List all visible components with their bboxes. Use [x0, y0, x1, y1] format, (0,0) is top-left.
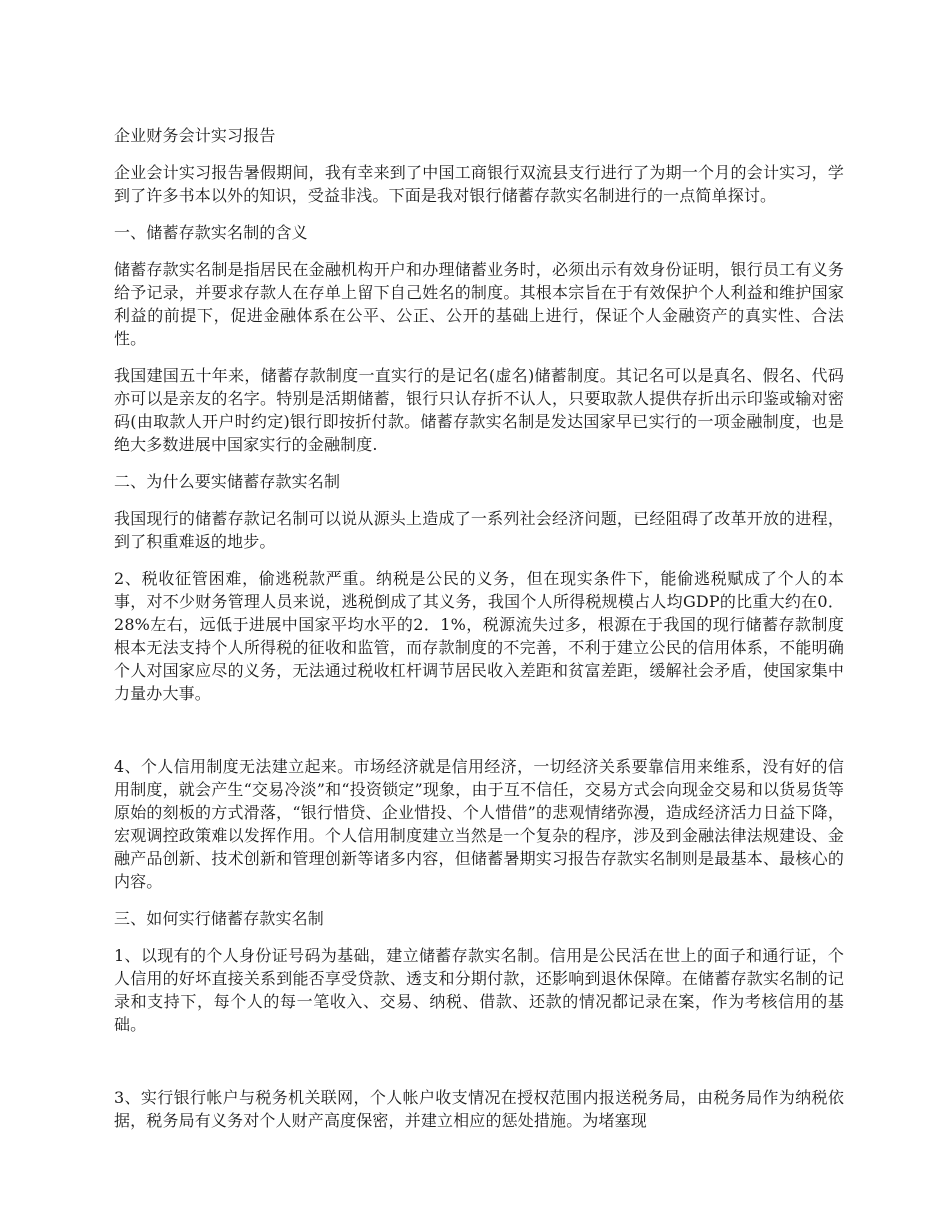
body-paragraph: 2、税收征管困难，偷逃税款严重。纳税是公民的义务，但在现实条件下，能偷逃税赋成了个人的本事，对不少财务管理人员来说，逃税倒成了其义务，我国个人所得税规模占人均GDP的比重大约在0．28%左右，远低于进展中国家平均水平的2．1%，税源流失过多，根源在于我国的现行储蓄存款制度根本无法支持个人所得税的征收和监管，而存款制度的不完善，不利于建立公民的信用体系，不能明确个人对国家应尽的义务，无法通过税收杠杆调节居民收入差距和贫富差距，缓解社会矛盾，使国家集中力量办大事。	[114, 569, 844, 703]
body-paragraph: 我国现行的储蓄存款记名制可以说从源头上造成了一系列社会经济问题，已经阻碍了改革开放的进程，到了积重难返的地步。	[114, 509, 844, 551]
section-heading-2: 二、为什么要实储蓄存款实名制	[114, 472, 341, 491]
body-paragraph: 1、以现有的个人身份证号码为基础，建立储蓄存款实名制。信用是公民活在世上的面子和通行证，个人信用的好坏直接关系到能否享受贷款、透支和分期付款，还影响到退休保障。在储蓄存款实名制的记录和支持下，每个人的每一笔收入、交易、纳税、借款、还款的情况都记录在案，作为考核信用的基础。	[114, 946, 844, 1034]
body-paragraph: 我国建国五十年来，储蓄存款制度一直实行的是记名(虚名)储蓄制度。其记名可以是真名、假名、代码亦可以是亲友的名字。特别是活期储蓄，银行只认存折不认人，只要取款人提供存折出示印鉴或输对密码(由取款人开户时约定)银行即按折付款。储蓄存款实名制是发达国家早已实行的一项金融制度，也是绝大多数进展中国家实行的金融制度.	[114, 366, 844, 454]
document-title: 企业财务会计实习报告	[114, 126, 276, 145]
body-paragraph: 储蓄存款实名制是指居民在金融机构开户和办理储蓄业务时，必须出示有效身份证明，银行员工有义务给予记录，并要求存款人在存单上留下自己姓名的制度。其根本宗旨在于有效保护个人利益和维护国家利益的前提下，促进金融体系在公平、公正、公开的基础上进行，保证个人金融资产的真实性、合法性。	[114, 260, 844, 348]
document-page	[114, 124, 844, 1132]
section-heading-1: 一、储蓄存款实名制的含义	[114, 223, 308, 242]
section-heading-3: 三、如何实行储蓄存款实名制	[114, 909, 324, 928]
body-paragraph: 4、个人信用制度无法建立起来。市场经济就是信用经济，一切经济关系要靠信用来维系，没有好的信用制度，就会产生“交易冷淡”和“投资锁定”现象，由于互不信任，交易方式会向现金交易和以货易货等原始的刻板的方式滑落，“银行惜贷、企业惜投、个人惜借”的悲观情绪弥漫，造成经济活力日益下降，宏观调控政策难以发挥作用。个人信用制度建立当然是一个复杂的程序，涉及到金融法律法规建设、金融产品创新、技术创新和管理创新等诸多内容，但储蓄暑期实习报告存款实名制则是最基本、最核心的内容。	[114, 757, 844, 891]
intro-paragraph: 企业会计实习报告暑假期间，我有幸来到了中国工商银行双流县支行进行了为期一个月的会计实习，学到了许多书本以外的知识，受益非浅。下面是我对银行储蓄存款实名制进行的一点简单探讨。	[114, 163, 844, 205]
body-paragraph: 3、实行银行帐户与税务机关联网，个人帐户收支情况在授权范围内报送税务局，由税务局作为纳税依据，税务局有义务对个人财产高度保密，并建立相应的惩处措施。为堵塞现	[114, 1088, 844, 1130]
